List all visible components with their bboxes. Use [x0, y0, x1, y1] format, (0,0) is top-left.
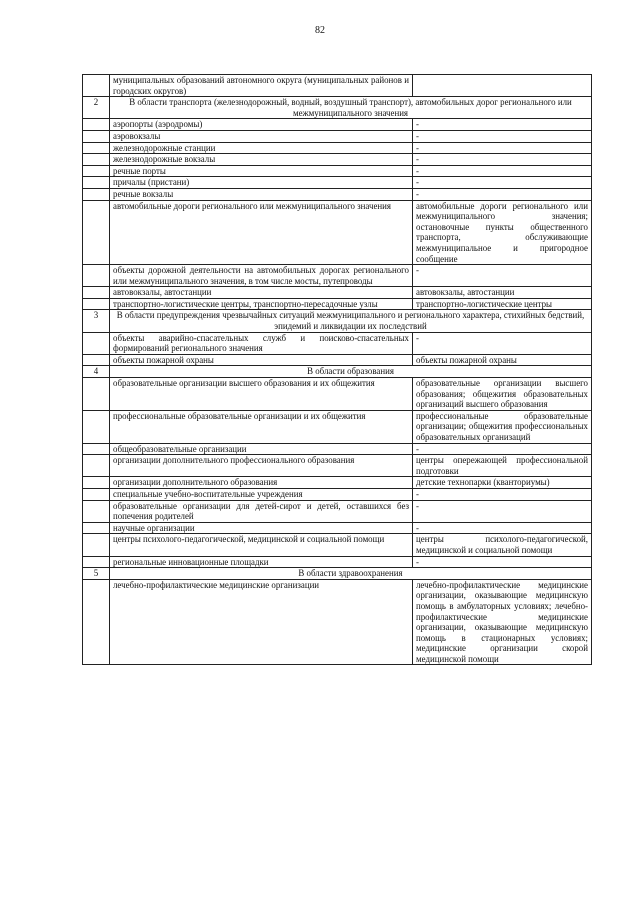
value-cell: - [413, 488, 592, 500]
value-cell: детские технопарки (кванториумы) [413, 477, 592, 489]
value-cell: лечебно-профилактические медицинские организации, оказывающие медицинскую помощь в амбулаторных условиях; лечебно-профилактические медицинские организации, оказывающие медицинскую помощь в стационарных условиях; медицинские организации скорой медицинской помощи [413, 579, 592, 665]
object-cell: автомобильные дороги регионального или межмуниципального значения [110, 200, 413, 265]
row-number-cell [83, 354, 110, 366]
object-cell: аэропорты (аэродромы) [110, 119, 413, 131]
row-number-cell [83, 410, 110, 443]
table-row [83, 354, 592, 366]
value-cell: - [413, 443, 592, 455]
row-number-cell [83, 142, 110, 154]
row-number-cell [83, 534, 110, 556]
table-row [83, 265, 592, 287]
table-row [83, 556, 592, 568]
object-cell: специальные учебно-воспитательные учреждения [110, 488, 413, 500]
row-number-cell [83, 265, 110, 287]
value-cell: - [413, 165, 592, 177]
section-header-row [83, 310, 592, 332]
table-row [83, 200, 592, 265]
row-number-cell: 5 [83, 568, 110, 580]
value-cell: - [413, 500, 592, 522]
value-cell: профессиональные образовательные организации; общежития профессиональных образовательных организаций [413, 410, 592, 443]
row-number-cell [83, 488, 110, 500]
page-number: 82 [315, 25, 325, 36]
object-cell: центры психолого-педагогической, медицинской и социальной помощи [110, 534, 413, 556]
row-number-cell [83, 119, 110, 131]
table-row [83, 287, 592, 299]
table-row [83, 455, 592, 477]
object-cell: железнодорожные станции [110, 142, 413, 154]
value-cell: автовокзалы, автостанции [413, 287, 592, 299]
value-cell: - [413, 130, 592, 142]
table-row [83, 443, 592, 455]
value-cell: - [413, 265, 592, 287]
row-number-cell [83, 443, 110, 455]
value-cell: - [413, 119, 592, 131]
section-header-row [83, 366, 592, 378]
object-cell: объекты дорожной деятельности на автомобильных дорогах регионального или межмуниципального значения, в том числе мосты, путепроводы [110, 265, 413, 287]
row-number-cell [83, 477, 110, 489]
table-row [83, 298, 592, 310]
row-number-cell [83, 287, 110, 299]
value-cell: - [413, 142, 592, 154]
object-cell: организации дополнительного профессионального образования [110, 455, 413, 477]
object-cell: региональные инновационные площадки [110, 556, 413, 568]
section-header-row [83, 97, 592, 119]
row-number-cell: 4 [83, 366, 110, 378]
object-cell: речные вокзалы [110, 188, 413, 200]
object-cell: муниципальных образований автономного округа (муниципальных районов и городских округов) [110, 75, 413, 97]
table-row [83, 119, 592, 131]
object-cell: объекты пожарной охраны [110, 354, 413, 366]
value-cell: - [413, 188, 592, 200]
object-cell: образовательные организации для детей-сирот и детей, оставшихся без попечения родителей [110, 500, 413, 522]
row-number-cell [83, 522, 110, 534]
object-cell: причалы (пристани) [110, 177, 413, 189]
table-row [83, 378, 592, 411]
table-row [83, 188, 592, 200]
section-header: В области образования [110, 366, 592, 378]
value-cell: - [413, 332, 592, 354]
object-cell: автовокзалы, автостанции [110, 287, 413, 299]
row-number-cell [83, 455, 110, 477]
section-header-row [83, 568, 592, 580]
value-cell: центры опережающей профессиональной подготовки [413, 455, 592, 477]
table-row [83, 165, 592, 177]
object-cell: лечебно-профилактические медицинские организации [110, 579, 413, 665]
row-number-cell [83, 500, 110, 522]
row-number-cell: 2 [83, 97, 110, 119]
value-cell: объекты пожарной охраны [413, 354, 592, 366]
section-header: В области транспорта (железнодорожный, водный, воздушный транспорт), автомобильных дорог регионального или межмуниципального значения [110, 97, 592, 119]
row-number-cell [83, 154, 110, 166]
section-header: В области здравоохранения [110, 568, 592, 580]
object-cell: образовательные организации высшего образования и их общежития [110, 378, 413, 411]
table-row [83, 75, 592, 97]
row-number-cell [83, 378, 110, 411]
object-cell: научные организации [110, 522, 413, 534]
row-number-cell [83, 332, 110, 354]
value-cell: - [413, 154, 592, 166]
object-cell: организации дополнительного образования [110, 477, 413, 489]
object-cell: транспортно-логистические центры, транспортно-пересадочные узлы [110, 298, 413, 310]
row-number-cell [83, 130, 110, 142]
table-row [83, 154, 592, 166]
table-row [83, 579, 592, 665]
table-row [83, 522, 592, 534]
value-cell: - [413, 556, 592, 568]
table-row [83, 477, 592, 489]
object-cell: аэровокзалы [110, 130, 413, 142]
object-cell: железнодорожные вокзалы [110, 154, 413, 166]
row-number-cell [83, 556, 110, 568]
row-number-cell [83, 75, 110, 97]
row-number-cell [83, 579, 110, 665]
value-cell: образовательные организации высшего образования; общежития образовательных организаций высшего образования [413, 378, 592, 411]
row-number-cell [83, 165, 110, 177]
section-header: В области предупреждения чрезвычайных ситуаций межмуниципального и регионального характера, стихийных бедствий, эпидемий и ликвидации их последствий [110, 310, 592, 332]
row-number-cell [83, 177, 110, 189]
object-cell: речные порты [110, 165, 413, 177]
value-cell: транспортно-логистические центры [413, 298, 592, 310]
table-row [83, 488, 592, 500]
table-row [83, 500, 592, 522]
value-cell: центры психолого-педагогической, медицинской и социальной помощи [413, 534, 592, 556]
table-row [83, 177, 592, 189]
value-cell: - [413, 522, 592, 534]
row-number-cell: 3 [83, 310, 110, 332]
table-row [83, 142, 592, 154]
table-row [83, 534, 592, 556]
object-cell: общеобразовательные организации [110, 443, 413, 455]
document-table [82, 74, 592, 665]
row-number-cell [83, 200, 110, 265]
table-row [83, 332, 592, 354]
value-cell: - [413, 177, 592, 189]
row-number-cell [83, 298, 110, 310]
value-cell [413, 75, 592, 97]
object-cell: объекты аварийно-спасательных служб и поисково-спасательных формирований регионального значения [110, 332, 413, 354]
value-cell: автомобильные дороги регионального или межмуниципального значения; остановочные пункты общественного транспорта, обслуживающие межмуниципальное и пригородное сообщение [413, 200, 592, 265]
object-cell: профессиональные образовательные организации и их общежития [110, 410, 413, 443]
row-number-cell [83, 188, 110, 200]
table-row [83, 130, 592, 142]
table-row [83, 410, 592, 443]
